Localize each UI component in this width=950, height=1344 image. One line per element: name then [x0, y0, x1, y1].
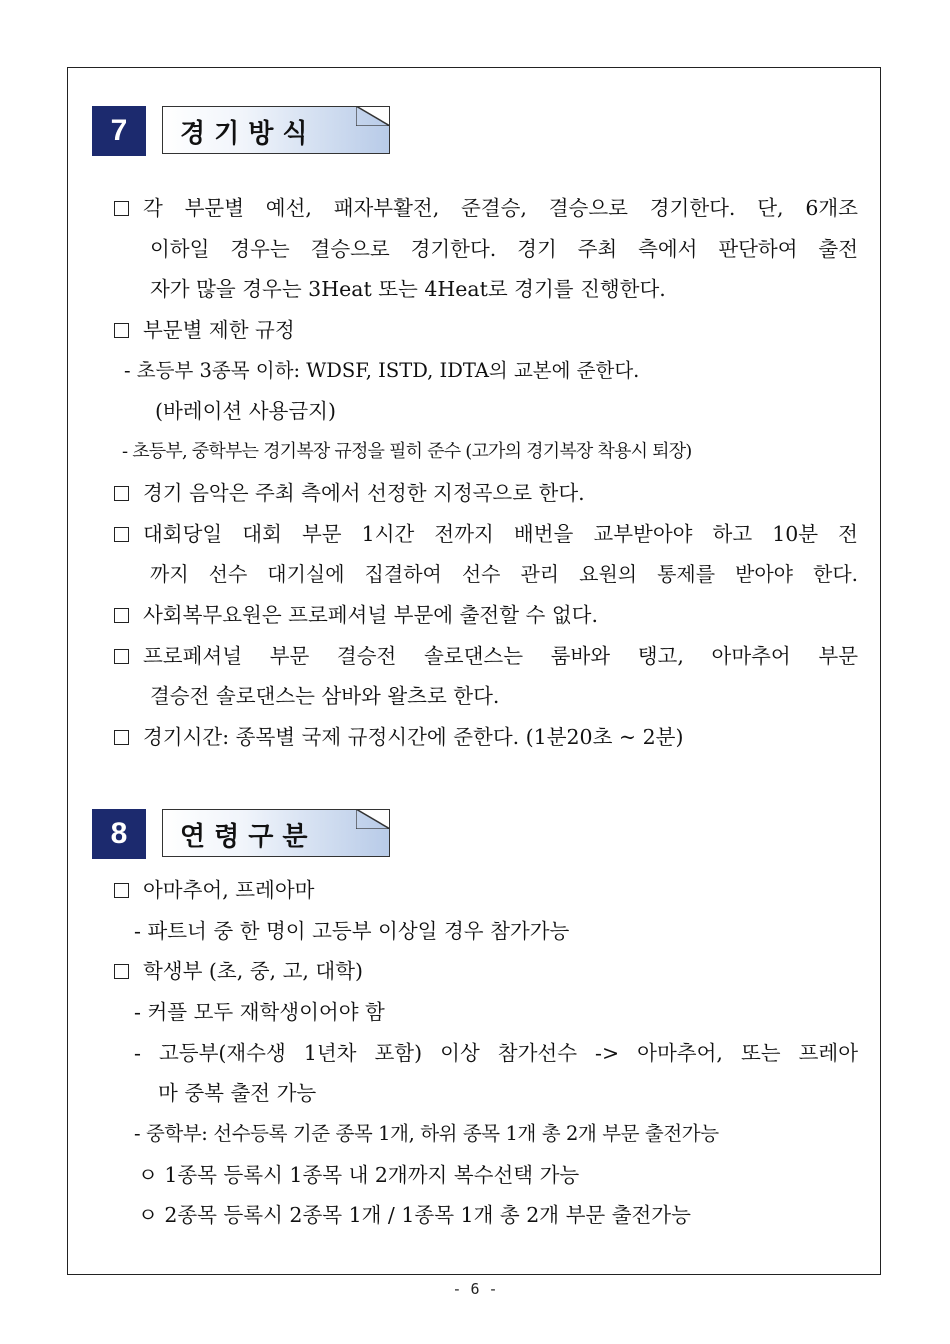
text-line: 사회복무요원은 프로페셔널 부문에 출전할 수 없다. [114, 602, 598, 628]
checkbox-icon [114, 730, 129, 745]
text-line: - 초등부, 중학부는 경기복장 규정을 필히 준수 (고가의 경기복장 착용시 퇴장) [122, 441, 692, 462]
section-number: 8 [92, 809, 146, 859]
text-line: 프로페셔널 부문 결승전 솔로댄스는 룸바와 탱고, 아마추어 부문 [114, 643, 858, 669]
section-title: 연령구분 [180, 822, 317, 852]
section-title-box [162, 809, 390, 857]
checkbox-icon [114, 201, 129, 216]
text-line: - 고등부(재수생 1년차 포함) 이상 참가선수 -> 아마추어, 또는 프레아 [134, 1041, 858, 1065]
folded-corner-icon [356, 809, 390, 829]
section-title-box [162, 106, 390, 154]
checkbox-icon [114, 883, 129, 898]
section-number: 7 [92, 106, 146, 156]
checkbox-icon [114, 486, 129, 501]
checkbox-icon [114, 964, 129, 979]
text-line: - 중학부: 선수등록 기준 종목 1개, 하위 종목 1개 총 2개 부문 출전가능 [134, 1122, 719, 1145]
text-line: ㅇ 1종목 등록시 1종목 내 2개까지 복수선택 가능 [138, 1163, 580, 1187]
text-line: 경기 음악은 주최 측에서 선정한 지정곡으로 한다. [114, 480, 585, 506]
text-line: 경기시간: 종목별 국제 규정시간에 준한다. (1분20초 ~ 2분) [114, 724, 683, 750]
page-number: - 6 - [452, 1280, 498, 1298]
text-line: (바레이션 사용금지) [155, 399, 336, 423]
text-line: 이하일 경우는 결승으로 경기한다. 경기 주최 측에서 판단하여 출전 [150, 237, 858, 261]
folded-corner-icon [356, 106, 390, 126]
text-line: 결승전 솔로댄스는 삼바와 왈츠로 한다. [150, 684, 500, 708]
text-line: 아마추어, 프레아마 [114, 877, 314, 903]
checkbox-icon [114, 608, 129, 623]
text-line: 자가 많을 경우는 3Heat 또는 4Heat로 경기를 진행한다. [150, 277, 666, 301]
checkbox-icon [114, 649, 129, 664]
section-title: 경기방식 [180, 119, 317, 149]
checkbox-icon [114, 527, 129, 542]
text-line: - 커플 모두 재학생이어야 함 [134, 1000, 385, 1024]
text-line: ㅇ 2종목 등록시 2종목 1개 / 1종목 1개 총 2개 부문 출전가능 [138, 1203, 691, 1227]
text-line: 까지 선수 대기실에 집결하여 선수 관리 요원의 통제를 받아야 한다. [150, 562, 858, 586]
text-line: - 파트너 중 한 명이 고등부 이상일 경우 참가가능 [134, 919, 570, 943]
text-line: 마 중복 출전 가능 [158, 1081, 317, 1105]
text-line: 각 부문별 예선, 패자부활전, 준결승, 결승으로 경기한다. 단, 6개조 [114, 195, 858, 221]
text-line: 대회당일 대회 부문 1시간 전까지 배번을 교부받아야 하고 10분 전 [114, 521, 858, 547]
text-line: 학생부 (초, 중, 고, 대학) [114, 958, 363, 984]
checkbox-icon [114, 323, 129, 338]
text-line: - 초등부 3종목 이하: WDSF, ISTD, IDTA의 교본에 준한다. [124, 359, 640, 382]
text-line: 부문별 제한 규정 [114, 317, 295, 343]
